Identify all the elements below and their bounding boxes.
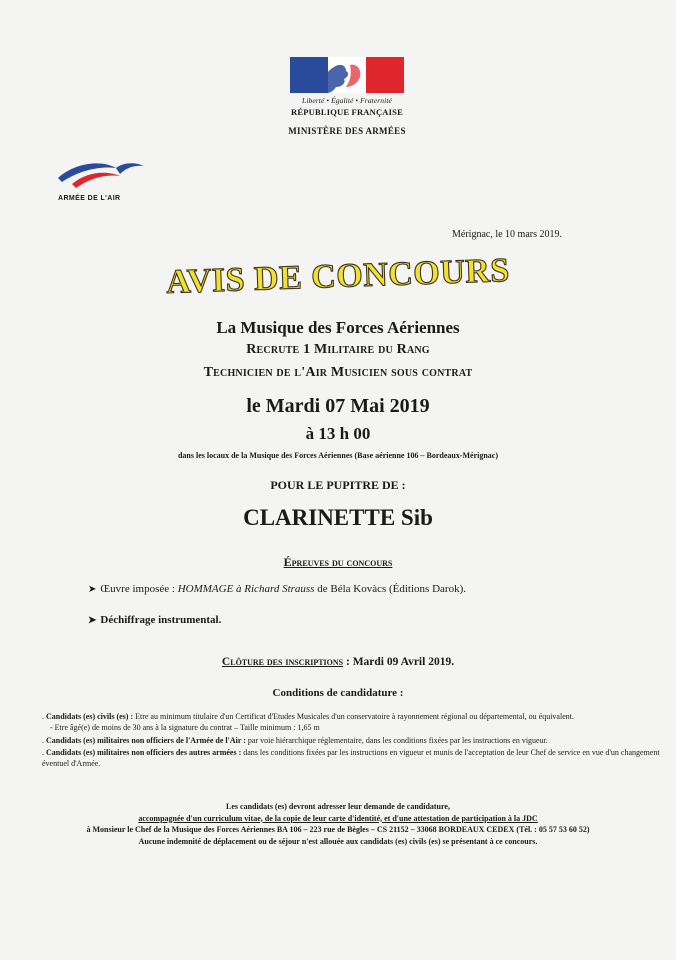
exam-time: à 13 h 00 xyxy=(305,424,371,443)
epreuves-heading: Épreuves du concours xyxy=(283,555,393,569)
republic-motto: Liberté • Égalité • Fraternité xyxy=(302,96,392,105)
conditions-heading: Conditions de candidature : xyxy=(272,687,404,699)
condition-civils-text: Etre au minimum titulaire d'un Certificat d'Etudes Musicales d'un conservatoire à rayonnement régional ou départemental, ou équivalent. xyxy=(133,712,574,721)
cloture-value: : Mardi 09 Avril 2019. xyxy=(343,656,455,668)
page-title: AVIS DE CONCOURS xyxy=(165,252,511,301)
epreuve-dechiffrage-text: Déchiffrage instrumental. xyxy=(100,614,222,626)
epreuve-oeuvre-label: Œuvre imposée : xyxy=(100,583,175,595)
epreuve-item-dechiffrage xyxy=(88,614,221,626)
footer-line-1: Les candidats (es) devront adresser leur demande de candidature, xyxy=(226,802,450,811)
exam-date: le Mardi 07 Mai 2019 xyxy=(246,395,430,417)
condition-item-civils: . Candidats (es) civils (es) : Etre au minimum titulaire d'un Certificat d'Etudes Musicales d'un conservatoire à rayonnement régional ou départemental, ou équivalent. - Etre âgé(e) de moins de 30 ans à la signature du contrat – Taille minimum : 1,65 m xyxy=(42,711,662,734)
condition-militaires-air-label: Candidats (es) militaires non officiers de l'Armée de l'Air : xyxy=(46,735,246,745)
condition-militaires-air-text: par voie hiérarchique réglementaire, dans les conditions fixées par les instructions en vigueur. xyxy=(245,735,548,745)
condition-civils-sub: - Etre âgé(e) de moins de 30 ans à la signature du contrat – Taille minimum : 1,65 m xyxy=(50,723,320,733)
air-force-wings-icon xyxy=(56,160,146,190)
condition-item-autres-armees: . Candidats (es) militaires non officiers des autres armées : dans les conditions fixées par les instructions en vigueur et munis de l'acceptation de leur Chef de service en vue d'un changement éventuel d'Armée. xyxy=(42,747,660,769)
marianne-logo-icon xyxy=(290,57,404,93)
air-force-name: ARMÉE DE L'AIR xyxy=(58,195,121,202)
instrument-name: CLARINETTE Sib xyxy=(243,505,433,530)
arrow-bullet-icon: ➤ xyxy=(88,615,97,626)
subtitle-musique: La Musique des Forces Aériennes xyxy=(216,318,460,337)
document-date: Mérignac, le 10 mars 2019. xyxy=(452,229,562,240)
condition-autres-armees-label: Candidats (es) militaires non officiers des autres armées : xyxy=(46,747,242,757)
condition-item-militaires-air: . Candidats (es) militaires non officiers de l'Armée de l'Air : par voie hiérarchique réglementaire, dans les conditions fixées par les instructions en vigueur. xyxy=(42,735,548,745)
epreuve-item-oeuvre xyxy=(88,583,466,595)
footer-line-2: accompagnée d'un curriculum vitae, de la copie de leur carte d'identité, et d'une attestation de participation à la JDC xyxy=(138,813,538,823)
condition-civils-label: Candidats (es) civils (es) : xyxy=(46,712,134,721)
arrow-bullet-icon: ➤ xyxy=(88,584,97,595)
footer-instructions xyxy=(30,801,646,847)
pupitre-label: POUR LE PUPITRE DE : xyxy=(270,478,406,492)
cloture-inscriptions xyxy=(0,656,676,668)
ministry-name: MINISTÈRE DES ARMÉES xyxy=(288,126,406,136)
republic-name: RÉPUBLIQUE FRANÇAISE xyxy=(291,107,403,117)
cloture-label: Clôture des inscriptions xyxy=(221,656,344,668)
epreuve-oeuvre-work: HOMMAGE à Richard Strauss xyxy=(177,583,315,595)
footer-line-3: à Monsieur le Chef de la Musique des Forces Aériennes BA 106 – 223 rue de Bègles – CS 21152 – 33068 BORDEAUX CEDEX (Tél. : 05 57 53 60 52) xyxy=(86,825,590,834)
exam-location: dans les locaux de la Musique des Forces Aériennes (Base aérienne 106 – Bordeaux-Mérignac) xyxy=(177,451,499,460)
epreuve-oeuvre-rest: de Béla Kovàcs (Éditions Darok). xyxy=(314,583,466,595)
subtitle-technicien: Technicien de l'Air Musicien sous contrat xyxy=(203,365,473,380)
conditions-list xyxy=(42,711,662,770)
subtitle-recrute: Recrute 1 Militaire du Rang xyxy=(246,342,430,357)
footer-line-4: Aucune indemnité de déplacement ou de séjour n'est allouée aux candidats (es) civils (es) se présentant à ce concours. xyxy=(138,836,538,846)
condition-autres-armees-text: dans les conditions fixées par les instructions en vigueur et munis de l'acceptation de leur Chef de service en vue d'un changement éventuel d'Armée. xyxy=(42,747,660,769)
